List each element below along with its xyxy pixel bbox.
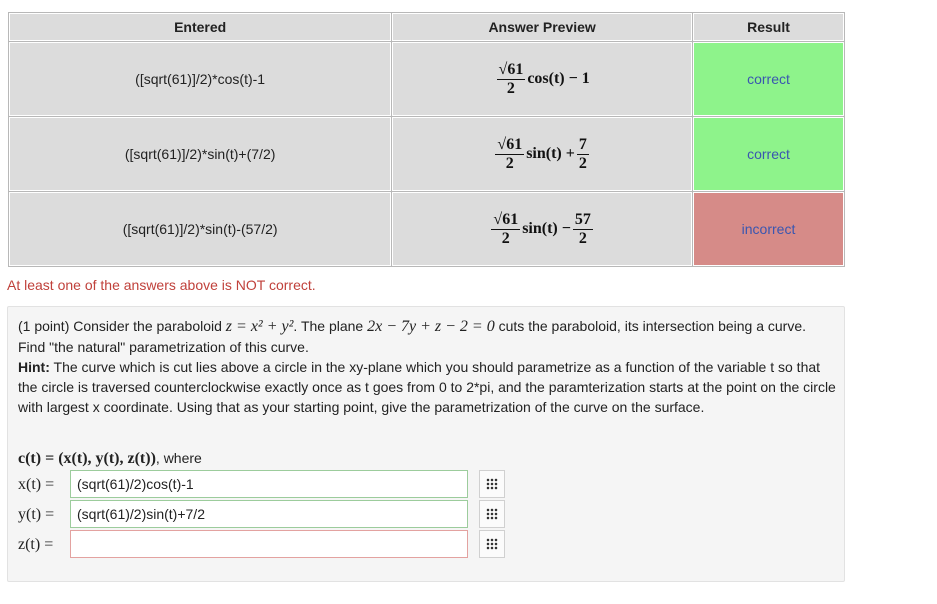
table-row xyxy=(9,42,845,117)
entered-cell: ([sqrt(61)]/2)*sin(t)+(7/2) xyxy=(9,117,392,192)
header-entered: Entered xyxy=(9,13,392,42)
problem-statement: (1 point) Consider the paraboloid z = x² + y². The plane 2x − 7y + z − 2 = 0 cuts the paraboloid, its intersection being a curve. xyxy=(18,318,807,335)
entered-cell: ([sqrt(61)]/2)*sin(t)-(57/2) xyxy=(9,192,392,267)
answer-preview-math xyxy=(493,136,590,173)
header-answer-preview: Answer Preview xyxy=(392,13,693,42)
preview-denominator: 2 xyxy=(505,154,514,172)
grid-icon xyxy=(486,508,498,520)
table-row xyxy=(9,117,845,192)
z-input[interactable] xyxy=(70,530,468,558)
x-input[interactable] xyxy=(70,470,468,498)
x-label: x(t) = xyxy=(18,476,55,493)
entered-cell: ([sqrt(61)]/2)*cos(t)-1 xyxy=(9,42,392,117)
problem-hint xyxy=(18,357,838,417)
problem-text xyxy=(18,316,838,417)
table-row xyxy=(9,192,845,267)
preview-function: sin(t) − xyxy=(522,220,571,237)
plane-equation: 2x − 7y + z − 2 = 0 xyxy=(367,318,495,335)
z-label: z(t) = xyxy=(18,536,54,553)
problem-instruction: Find "the natural" parametrization of this curve. xyxy=(18,339,309,355)
preview-cell xyxy=(392,42,693,117)
preview-cell xyxy=(392,192,693,267)
z-equation-editor-button[interactable] xyxy=(479,530,505,558)
preview-fraction-numerator: 57 xyxy=(574,210,591,228)
curve-definition: c(t) = (x(t), y(t), z(t)), where xyxy=(18,450,202,467)
hint-label: Hint: xyxy=(18,359,50,375)
preview-function: cos(t) − 1 xyxy=(527,70,590,87)
preview-denominator: 2 xyxy=(506,79,515,97)
paraboloid-equation: z = x² + y² xyxy=(225,318,294,335)
preview-fraction-numerator: 7 xyxy=(578,135,587,153)
result-cell: correct xyxy=(693,117,845,192)
preview-cell xyxy=(392,117,693,192)
answer-preview-math xyxy=(495,61,590,98)
incorrect-warning: At least one of the answers above is NOT correct. xyxy=(7,277,316,293)
preview-numerator: √61 xyxy=(498,60,524,78)
x-equation-editor-button[interactable] xyxy=(479,470,505,498)
preview-function: sin(t) + xyxy=(526,145,575,162)
preview-fraction-denominator: 2 xyxy=(578,229,587,247)
result-cell: correct xyxy=(693,42,845,117)
results-header-row xyxy=(9,13,845,42)
y-equation-editor-button[interactable] xyxy=(479,500,505,528)
hint-text: The curve which is cut lies above a circle in the xy-plane which you should parametrize as a function of the variable t so that the circle is traversed counterclockwise exactly once as t goes from 0 to 2*pi, and the paramterization starts at the point on the circle with largest x coordinate. Using that as your starting point, give the parametrization of the curve on the surface. xyxy=(18,359,836,415)
preview-numerator: √61 xyxy=(497,135,523,153)
preview-fraction-denominator: 2 xyxy=(578,154,587,172)
results-table xyxy=(8,12,845,267)
y-input[interactable] xyxy=(70,500,468,528)
preview-denominator: 2 xyxy=(501,229,510,247)
result-cell: incorrect xyxy=(693,192,845,267)
grid-icon xyxy=(486,478,498,490)
grid-icon xyxy=(486,538,498,550)
problem-panel xyxy=(7,306,845,582)
y-label: y(t) = xyxy=(18,506,55,523)
header-result: Result xyxy=(693,13,845,42)
answer-preview-math xyxy=(489,211,594,248)
preview-numerator: √61 xyxy=(493,210,519,228)
